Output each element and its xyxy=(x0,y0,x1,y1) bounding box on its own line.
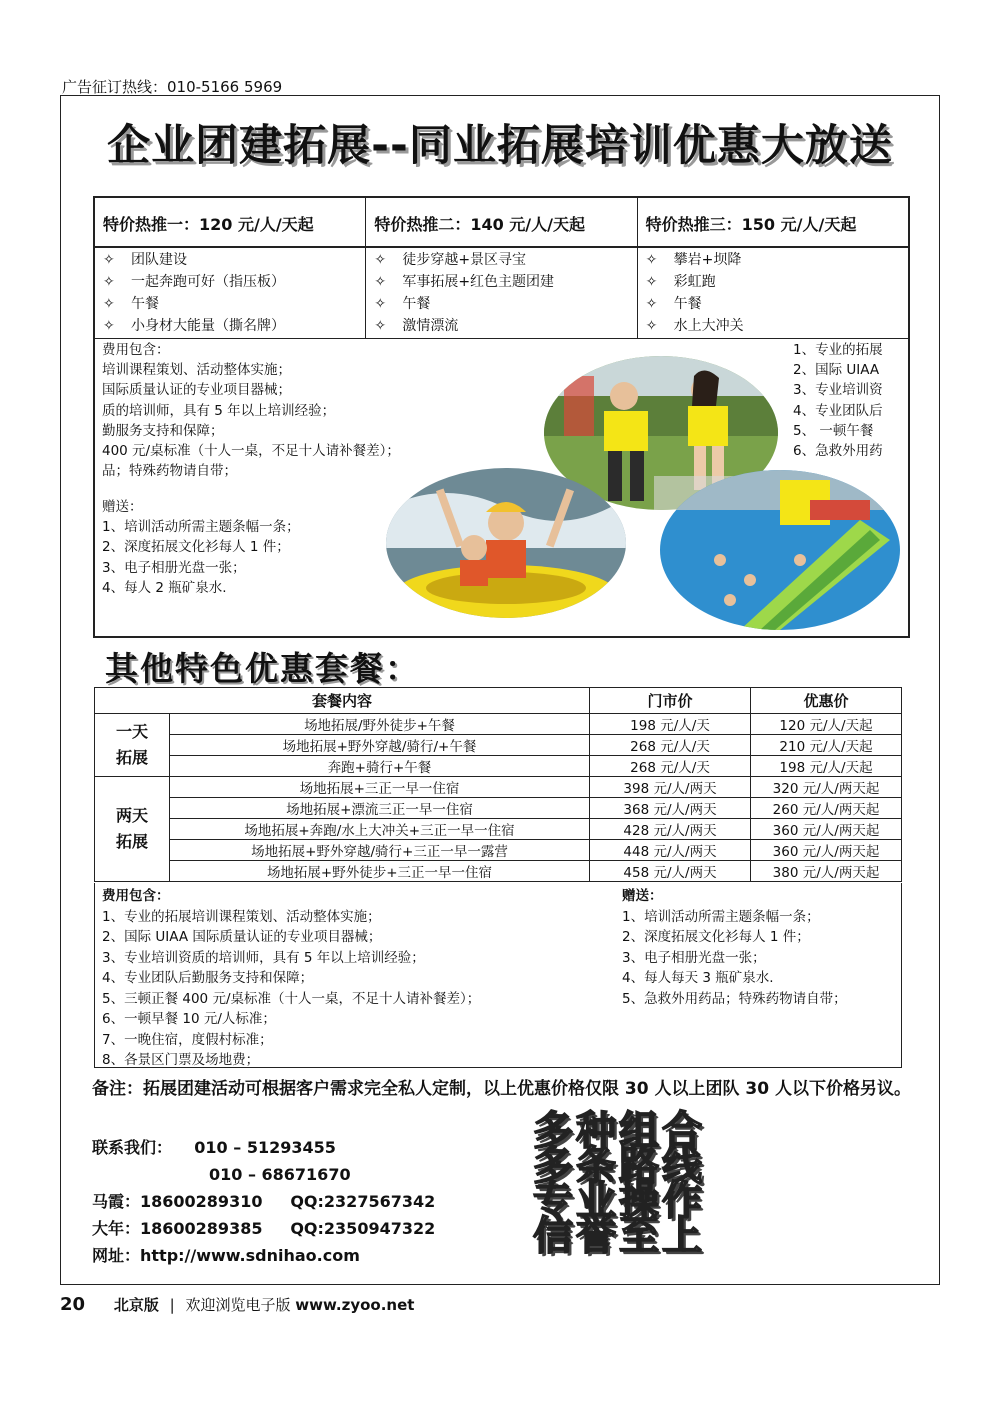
text-line: 3、专业培训资质的培训师，具有 5 年以上培训经验； xyxy=(102,949,425,966)
ad-hotline: 广告征订热线：010-5166 5969 xyxy=(62,78,283,96)
discount-price-cell: 360 元/人/两天起 xyxy=(751,819,902,840)
text-line: 5、 一顿午餐 xyxy=(793,422,874,439)
table-row xyxy=(95,861,902,882)
contact-line: 马霞：18600289310 QQ:2327567342 xyxy=(92,1192,436,1211)
fee-included-2 xyxy=(102,886,480,1071)
text-line: 赠送： xyxy=(102,499,143,515)
contact-line: 010 – 68671670 xyxy=(92,1165,351,1184)
discount-price-cell: 360 元/人/两天起 xyxy=(751,840,902,861)
bullet-icon: ✧ xyxy=(103,318,115,334)
list-item xyxy=(374,315,636,337)
fee-included-left xyxy=(102,340,400,481)
discount-price-cell: 198 元/人/天起 xyxy=(751,756,902,777)
fee-included-right xyxy=(793,340,883,461)
edition: 北京版 xyxy=(113,1296,159,1314)
retail-price-cell: 368 元/人/两天 xyxy=(590,798,751,819)
item-label: 小身材大能量（撕名牌） xyxy=(131,318,285,334)
footer xyxy=(60,1294,414,1315)
text-line: 6、一顿早餐 10 元/人标准； xyxy=(102,1011,276,1027)
item-label: 军事拓展+红色主题团建 xyxy=(402,274,555,290)
text-line: 3、电子相册光盘一张； xyxy=(622,949,766,966)
text-line: 国际质量认证的专业项目器械； xyxy=(102,382,291,399)
text-line: 7、一晚住宿，度假村标准； xyxy=(102,1031,273,1048)
text-line: 4、每人每天 3 瓶矿泉水. xyxy=(622,970,774,986)
table-row xyxy=(95,777,902,798)
discount-price-cell: 120 元/人/天起 xyxy=(751,714,902,735)
gifts-left xyxy=(102,497,300,598)
bullet-icon: ✧ xyxy=(645,274,658,290)
gifts-2 xyxy=(622,886,847,1009)
list-item xyxy=(646,271,908,293)
col-header-content: 套餐内容 xyxy=(95,688,590,714)
footer-url[interactable]: www.zyoo.net xyxy=(295,1296,415,1314)
package-content-cell: 场地拓展/野外徒步+午餐 xyxy=(170,714,590,735)
list-item xyxy=(103,271,365,293)
package-2-header: 特价热推二：140 元/人/天起 xyxy=(366,198,637,246)
package-3-header: 特价热推三：150 元/人/天起 xyxy=(645,215,857,234)
package-3-items xyxy=(638,246,908,338)
bullet-icon: ✧ xyxy=(103,274,115,290)
bullet-icon: ✧ xyxy=(645,252,658,268)
text-line: 4、每人 2 瓶矿泉水. xyxy=(102,579,227,596)
discount-price-cell: 260 元/人/两天起 xyxy=(751,798,902,819)
retail-price-cell: 398 元/人/两天 xyxy=(590,777,751,798)
col-header-retail-price: 门市价 xyxy=(590,688,751,714)
text-line: 费用包含： xyxy=(102,342,170,358)
text-line: 5、急救外用药品；特殊药物请自带； xyxy=(622,990,847,1007)
list-item xyxy=(374,293,636,315)
text-line: 3、专业培训资 xyxy=(793,382,883,399)
text-line: 1、培训活动所需主题条幅一条； xyxy=(102,519,300,536)
item-label: 团队建设 xyxy=(131,252,187,268)
group-label: 一天 拓展 xyxy=(95,714,170,777)
text-line: 质的培训师，具有 5 年以上培训经验； xyxy=(102,402,336,419)
bullet-icon: ✧ xyxy=(103,252,115,268)
package-items-row xyxy=(95,246,908,339)
list-item xyxy=(103,249,365,271)
photo-water-challenge xyxy=(660,470,900,630)
page-number: 20 xyxy=(60,1294,86,1315)
item-label: 午餐 xyxy=(131,296,159,312)
discount-price-cell: 320 元/人/两天起 xyxy=(751,777,902,798)
contact-line: 大年：18600289385 QQ:2350947322 xyxy=(92,1219,436,1238)
text-line: 6、急救外用药 xyxy=(793,443,883,460)
discount-price-cell: 210 元/人/天起 xyxy=(751,735,902,756)
bullet-icon: ✧ xyxy=(374,318,387,334)
retail-price-cell: 428 元/人/两天 xyxy=(590,819,751,840)
package-content-cell: 场地拓展+野外徒步+三正一早一住宿 xyxy=(170,861,590,882)
slogan-line: 多种组合 xyxy=(533,1108,705,1154)
table-row xyxy=(95,840,902,861)
item-label: 午餐 xyxy=(402,296,431,312)
footer-text: 欢迎浏览电子版 xyxy=(185,1296,291,1314)
bullet-icon: ✧ xyxy=(374,296,387,312)
table-row xyxy=(95,819,902,840)
item-label: 激情漂流 xyxy=(402,318,459,334)
text-line: 2、国际 UIAA 国际质量认证的专业项目器械； xyxy=(102,929,382,945)
contact-info xyxy=(92,1134,435,1269)
bullet-icon: ✧ xyxy=(374,274,387,290)
section-title: 费用包含： xyxy=(102,888,170,904)
list-item xyxy=(374,249,636,271)
slogan-line: 多条路线 xyxy=(533,1143,705,1189)
photo-rafting xyxy=(386,468,626,618)
list-item xyxy=(646,249,908,271)
offers-table xyxy=(94,687,902,882)
text-line: 培训课程策划、活动整体实施； xyxy=(102,362,291,379)
text-line: 1、专业的拓展培训课程策划、活动整体实施； xyxy=(102,908,381,925)
retail-price-cell: 268 元/人/天 xyxy=(590,735,751,756)
section-title: 赠送： xyxy=(622,888,663,904)
table-row xyxy=(95,798,902,819)
bullet-icon: ✧ xyxy=(374,252,387,268)
col-header-discount-price: 优惠价 xyxy=(751,688,902,714)
bullet-icon: ✧ xyxy=(645,318,658,334)
list-item xyxy=(374,271,636,293)
contact-line: 联系我们： 010 – 51293455 xyxy=(92,1138,336,1157)
slogan-line: 专业操作 xyxy=(533,1178,705,1224)
text-line: 2、国际 UIAA xyxy=(793,362,880,379)
list-item xyxy=(646,315,908,337)
item-label: 午餐 xyxy=(673,296,702,312)
package-1-items xyxy=(95,246,366,338)
text-line: 勤服务支持和保障； xyxy=(102,422,224,439)
remark: 备注：拓展团建活动可根据客户需求完全私人定制，以上优惠价格仅限 30 人以上团队 30 人以下价格另议。 xyxy=(92,1079,911,1099)
package-content-cell: 奔跑+骑行+午餐 xyxy=(170,756,590,777)
retail-price-cell: 198 元/人/天 xyxy=(590,714,751,735)
text-line: 1、培训活动所需主题条幅一条； xyxy=(622,908,820,925)
retail-price-cell: 268 元/人/天 xyxy=(590,756,751,777)
text-line: 2、深度拓展文化衫每人 1 件； xyxy=(102,539,290,556)
discount-price-cell: 380 元/人/两天起 xyxy=(751,861,902,882)
item-label: 攀岩+坝降 xyxy=(673,252,742,268)
retail-price-cell: 458 元/人/两天 xyxy=(590,861,751,882)
list-item xyxy=(103,315,365,337)
package-content-cell: 场地拓展+漂流三正一早一住宿 xyxy=(170,798,590,819)
text-line: 3、电子相册光盘一张； xyxy=(102,559,246,576)
bullet-icon: ✧ xyxy=(103,296,115,312)
bullet-icon: ✧ xyxy=(645,296,658,312)
package-content-cell: 场地拓展+奔跑/水上大冲关+三正一早一住宿 xyxy=(170,819,590,840)
item-label: 一起奔跑可好（指压板） xyxy=(131,274,285,290)
text-line: 400 元/桌标准（十人一桌，不足十人请补餐差）； xyxy=(102,443,400,460)
item-label: 徒步穿越+景区寻宝 xyxy=(402,252,527,268)
list-item xyxy=(103,293,365,315)
package-2-items xyxy=(366,246,637,338)
table-row xyxy=(95,735,902,756)
text-line: 8、各景区门票及场地费； xyxy=(102,1052,260,1068)
footer-divider: | xyxy=(169,1296,175,1314)
text-line: 4、专业团队后勤服务支持和保障； xyxy=(102,970,314,986)
group-label: 两天 拓展 xyxy=(95,777,170,882)
main-title: 企业团建拓展--同业拓展培训优惠大放送 xyxy=(107,121,893,171)
package-content-cell: 场地拓展+三正一早一住宿 xyxy=(170,777,590,798)
table-row xyxy=(95,714,902,735)
package-content-cell: 场地拓展+野外穿越/骑行/+午餐 xyxy=(170,735,590,756)
contact-line: 网址：http://www.sdnihao.com xyxy=(92,1246,360,1265)
item-label: 水上大冲关 xyxy=(673,318,744,334)
package-1-header: 特价热推一：120 元/人/天起 xyxy=(95,198,366,246)
text-line: 1、专业的拓展 xyxy=(793,342,883,358)
slogan xyxy=(533,1108,705,1259)
retail-price-cell: 448 元/人/两天 xyxy=(590,840,751,861)
text-line: 5、三顿正餐 400 元/桌标准（十人一桌，不足十人请补餐差）； xyxy=(102,990,481,1007)
slogan-line: 信誉至上 xyxy=(533,1213,705,1259)
text-line: 品；特殊药物请自带； xyxy=(102,463,237,480)
list-item xyxy=(646,293,908,315)
item-label: 彩虹跑 xyxy=(673,274,716,290)
text-line: 2、深度拓展文化衫每人 1 件； xyxy=(622,929,810,945)
other-packages-title: 其他特色优惠套餐： xyxy=(105,649,420,688)
table-row xyxy=(95,756,902,777)
package-content-cell: 场地拓展+野外穿越/骑行+三正一早一露营 xyxy=(170,840,590,861)
text-line: 4、专业团队后 xyxy=(793,402,883,419)
